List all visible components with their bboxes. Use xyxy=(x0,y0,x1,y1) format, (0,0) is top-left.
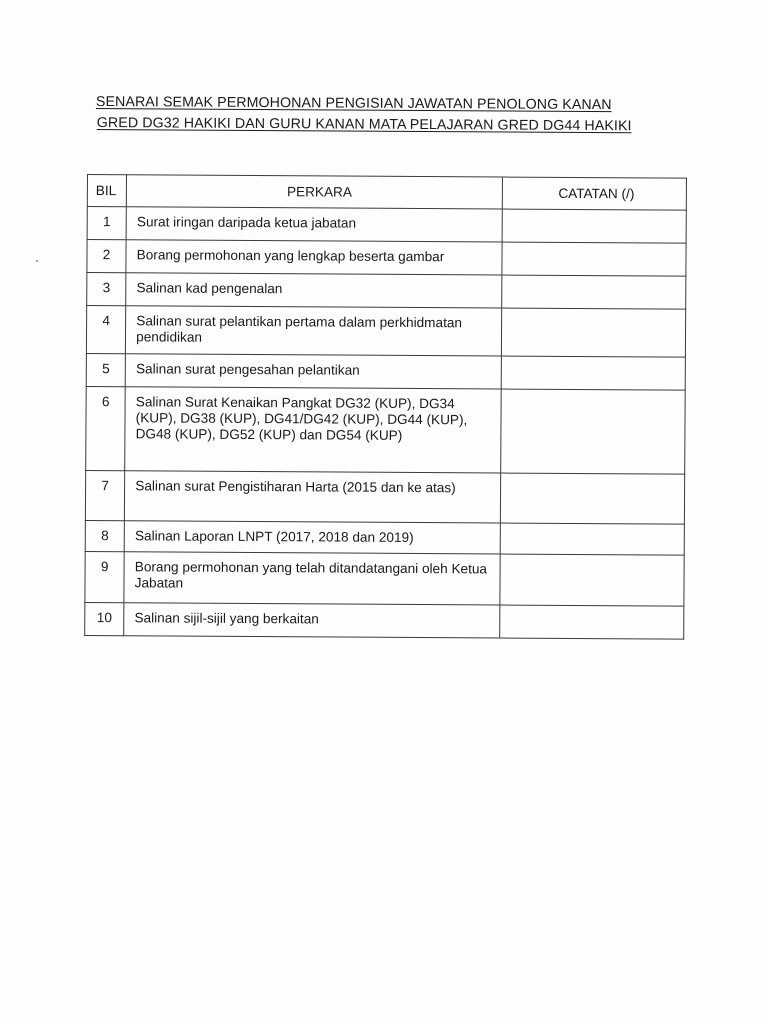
checklist-table xyxy=(84,174,687,640)
row-number: 7 xyxy=(85,470,125,520)
row-check-cell[interactable] xyxy=(502,209,686,243)
row-number: 6 xyxy=(86,386,126,470)
row-number: 3 xyxy=(87,273,126,306)
table-row xyxy=(86,306,685,358)
scan-speck xyxy=(36,260,38,262)
row-item: Salinan Surat Kenaikan Pangkat DG32 (KUP), DG34 (KUP), DG38 (KUP), DG41/DG42 (KUP), DG44 (KUP), DG48 (KUP), DG52 (KUP) dan DG54 (KUP) xyxy=(125,387,501,473)
row-check-cell[interactable] xyxy=(501,389,686,474)
table-header-row xyxy=(87,175,686,211)
row-number: 10 xyxy=(85,602,124,635)
row-check-cell[interactable] xyxy=(501,308,685,357)
table-row xyxy=(85,470,684,524)
row-check-cell[interactable] xyxy=(502,275,686,309)
row-item: Salinan Laporan LNPT (2017, 2018 dan 2019) xyxy=(124,521,500,554)
table-row xyxy=(87,273,686,310)
row-number: 4 xyxy=(86,306,125,354)
row-item: Salinan surat Pengistiharan Harta (2015 dan ke atas) xyxy=(125,471,501,523)
row-check-cell[interactable] xyxy=(500,523,684,555)
row-number: 2 xyxy=(87,240,126,273)
document-title xyxy=(96,92,696,138)
table-row xyxy=(85,602,684,639)
table-row xyxy=(87,240,686,277)
row-item: Salinan kad pengenalan xyxy=(126,273,502,308)
row-number: 8 xyxy=(85,520,124,551)
row-check-cell[interactable] xyxy=(500,605,684,639)
row-check-cell[interactable] xyxy=(500,554,684,606)
row-number: 1 xyxy=(87,207,126,240)
table-row xyxy=(86,353,685,390)
header-perkara: PERKARA xyxy=(127,175,503,209)
table-row xyxy=(85,551,684,606)
row-item: Salinan surat pelantikan pertama dalam perkhidmatan pendidikan xyxy=(126,306,502,356)
row-number: 5 xyxy=(86,353,125,386)
title-line-2: GRED DG32 HAKIKI DAN GURU KANAN MATA PELAJARAN GRED DG44 HAKIKI xyxy=(96,115,632,135)
table-row xyxy=(85,520,684,555)
row-item: Borang permohonan yang telah ditandatangani oleh Ketua Jabatan xyxy=(124,552,500,605)
row-check-cell[interactable] xyxy=(502,242,686,276)
row-item: Borang permohonan yang lengkap beserta gambar xyxy=(126,240,502,275)
row-item: Salinan surat pengesahan pelantikan xyxy=(125,354,501,389)
header-bil: BIL xyxy=(87,175,126,207)
header-catatan: CATATAN (/) xyxy=(502,177,686,210)
row-check-cell[interactable] xyxy=(500,473,684,524)
table-row xyxy=(86,386,686,474)
row-item: Surat iringan daripada ketua jabatan xyxy=(126,207,502,242)
row-check-cell[interactable] xyxy=(501,356,685,390)
title-line-1: SENARAI SEMAK PERMOHONAN PENGISIAN JAWATAN PENOLONG KANAN xyxy=(95,93,612,114)
table-row xyxy=(87,207,686,244)
row-item: Salinan sijil-sijil yang berkaitan xyxy=(124,603,500,638)
row-number: 9 xyxy=(85,551,125,602)
